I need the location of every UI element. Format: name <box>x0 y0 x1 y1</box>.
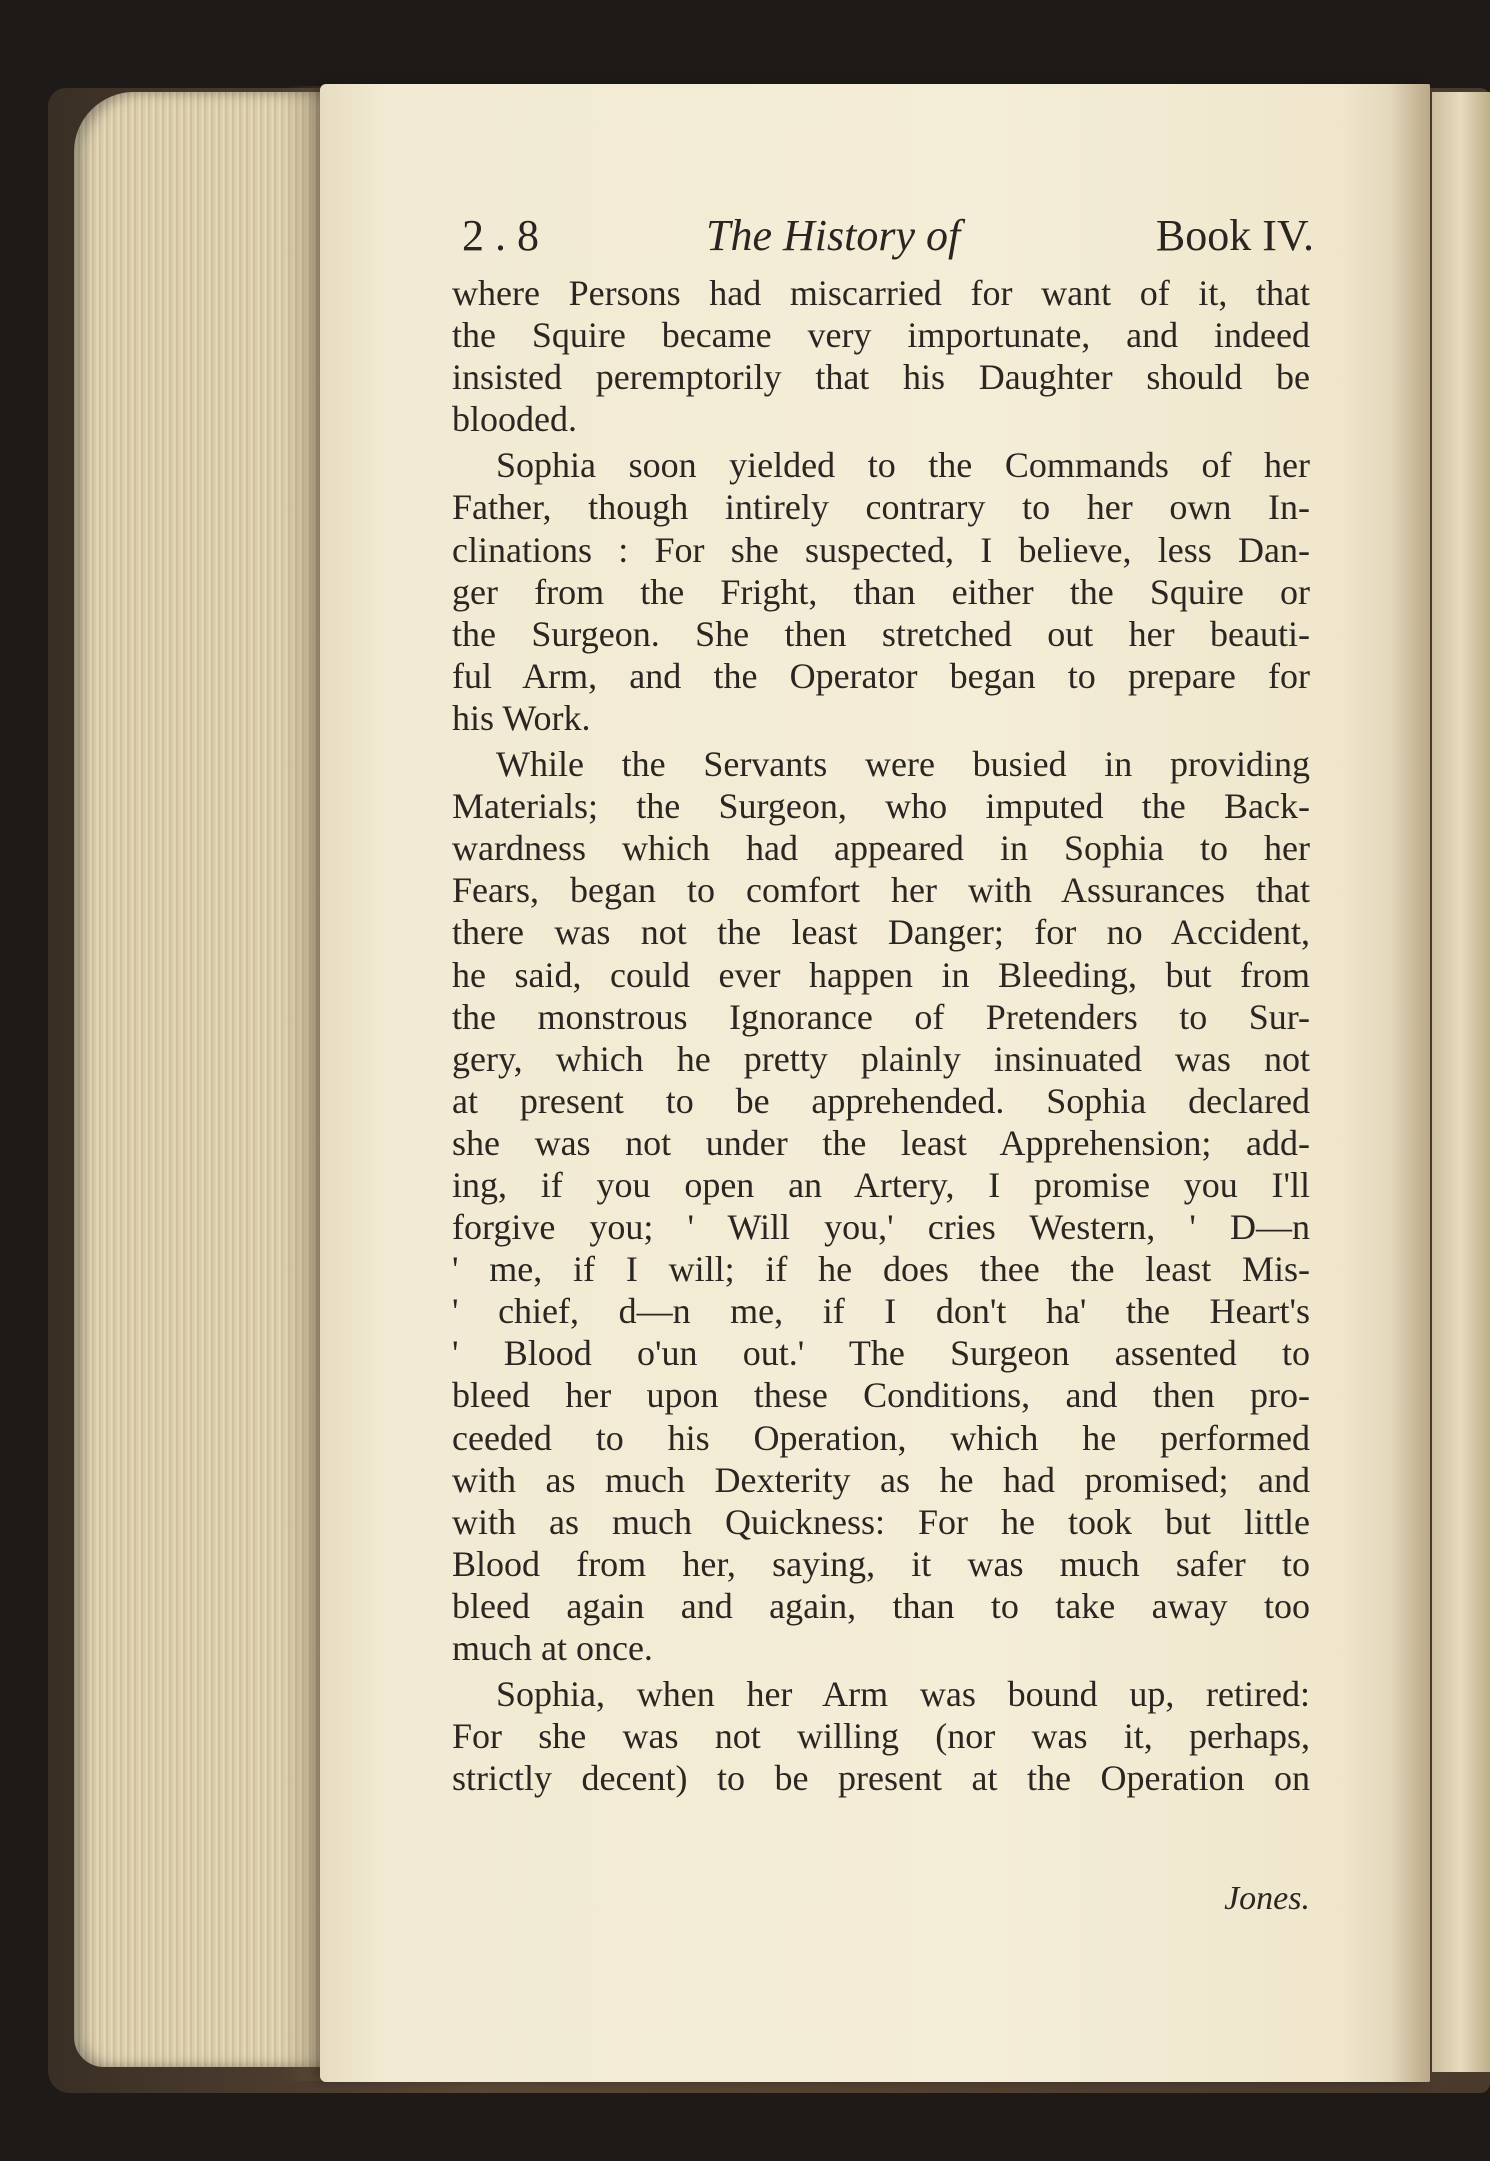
text-line: with as much Quickness: For he took but little <box>452 1501 1310 1542</box>
text-line: blooded. <box>452 399 577 440</box>
catchword: Jones. <box>1224 1880 1310 1917</box>
text-line: there was not the least Danger; for no Accident, <box>452 912 1310 953</box>
text-line: the Surgeon. She then stretched out her beauti- <box>452 613 1310 654</box>
body-text <box>452 272 1310 1799</box>
text-line: Blood from her, saying, it was much safer to <box>452 1543 1310 1584</box>
spine-gutter <box>1390 84 1430 2082</box>
page-number: 2 . 8 <box>462 211 539 260</box>
text-line: For she was not willing (nor was it, perhaps, <box>452 1716 1310 1757</box>
text-line: ' me, if I will; if he does thee the least Mis- <box>452 1249 1310 1290</box>
text-line: While the Servants were busied in providing <box>496 744 1310 785</box>
text-line: at present to be apprehended. Sophia declared <box>452 1080 1310 1121</box>
text-line: clinations : For she suspected, I believe, less Dan- <box>452 529 1310 570</box>
text-line: strictly decent) to be present at the Operation on <box>452 1758 1310 1799</box>
text-line: with as much Dexterity as he had promised; and <box>452 1459 1310 1500</box>
text-line: she was not under the least Apprehension; add- <box>452 1122 1310 1163</box>
running-title: The History of <box>706 211 961 260</box>
text-line: ful Arm, and the Operator began to prepare for <box>452 655 1310 696</box>
text-line: Sophia soon yielded to the Commands of her <box>496 445 1310 486</box>
text-line: Fears, began to comfort her with Assurances that <box>452 870 1310 911</box>
text-line: ger from the Fright, than either the Squire or <box>452 571 1310 612</box>
text-line: Father, though intirely contrary to her own In- <box>452 487 1310 528</box>
text-line: his Work. <box>452 697 591 738</box>
running-head <box>462 204 1314 270</box>
text-line: insisted peremptorily that his Daughter should be <box>452 357 1310 398</box>
text-line: forgive you; ' Will you,' cries Western, ' D—n <box>452 1207 1310 1248</box>
text-line: wardness which had appeared in Sophia to her <box>452 828 1310 869</box>
page-edge-shadow <box>282 86 320 2081</box>
text-line: gery, which he pretty plainly insinuated was not <box>452 1038 1310 1079</box>
text-line: he said, could ever happen in Bleeding, but from <box>452 954 1310 995</box>
text-line: ceeded to his Operation, which he performed <box>452 1417 1310 1458</box>
text-line: the Squire became very importunate, and indeed <box>452 315 1310 356</box>
text-line: Sophia, when her Arm was bound up, retired: <box>496 1674 1310 1715</box>
text-line: Materials; the Surgeon, who imputed the Back- <box>452 786 1310 827</box>
text-line: where Persons had miscarried for want of it, that <box>452 273 1310 313</box>
facing-page-edge <box>1432 92 1490 2072</box>
text-line: ' Blood o'un out.' The Surgeon assented to <box>452 1333 1310 1374</box>
text-line: much at once. <box>452 1628 653 1668</box>
text-line: ing, if you open an Artery, I promise you I'll <box>452 1164 1310 1205</box>
text-line: the monstrous Ignorance of Pretenders to Sur- <box>452 996 1310 1037</box>
book-label: Book IV. <box>1155 211 1314 260</box>
text-line: bleed her upon these Conditions, and then pro- <box>452 1375 1310 1416</box>
text-line: ' chief, d—n me, if I don't ha' the Heart's <box>452 1291 1310 1332</box>
text-line: bleed again and again, than to take away too <box>452 1585 1310 1626</box>
